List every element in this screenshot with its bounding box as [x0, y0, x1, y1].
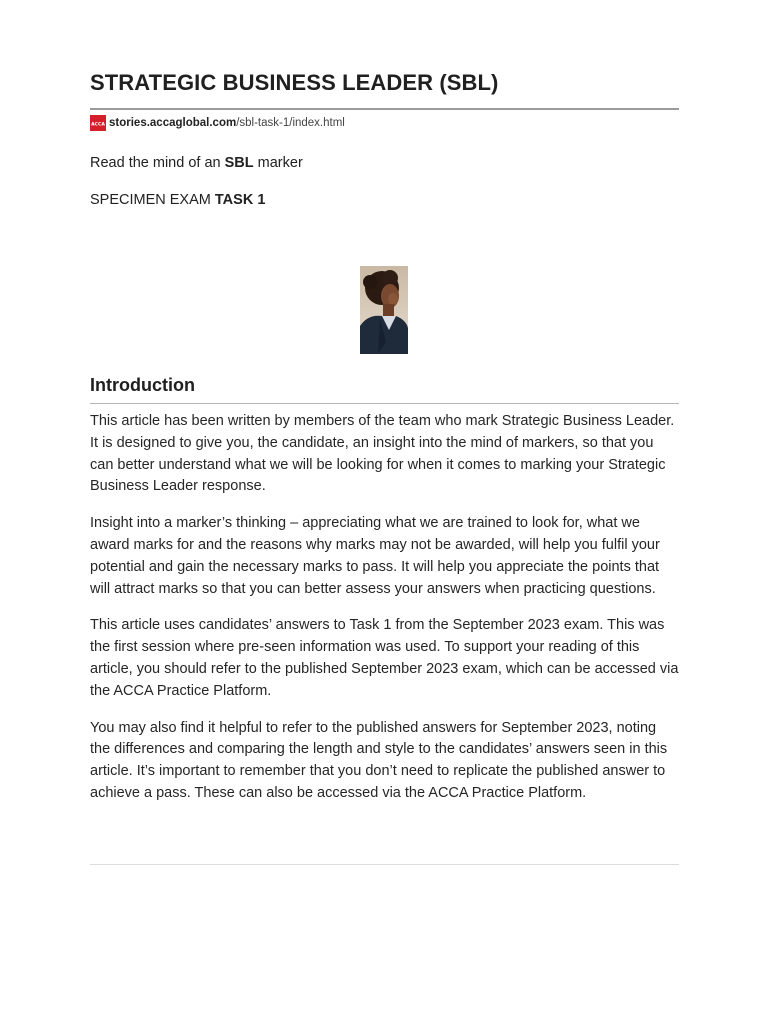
page-title: STRATEGIC BUSINESS LEADER (SBL): [90, 70, 499, 95]
intro-line: Read the mind of an SBL marker: [90, 155, 303, 171]
bottom-divider: [90, 864, 679, 865]
section-heading: Introduction: [90, 375, 195, 395]
source-domain[interactable]: stories.accaglobal.com: [109, 117, 237, 129]
paragraph: This article uses candidates’ answers to Task 1 from the September 2023 exam. This was the first session where pre-seen information was used. To support your reading of this article, you should refer to the published September 2023 exam, which can be accessed via the ACCA Practice Platform.: [90, 617, 679, 699]
paragraph: This article has been written by members of the team who mark Strategic Business Leader. It is designed to give you, the candidate, an insight into the mind of markers, so that you can better understand what we will be looking for when it comes to marking your Strategic Business Leader response.: [90, 413, 675, 495]
source-link[interactable]: [90, 115, 345, 131]
paragraph: You may also find it helpful to refer to the published answers for September 2023, noting the differences and comparing the length and style to the candidates’ answers seen in this article. It’s important to remember that you don’t need to replicate the published answer to achieve a pass. These can also be accessed via the ACCA Practice Platform.: [90, 719, 668, 801]
title-divider: [90, 108, 679, 110]
section-divider: [90, 403, 679, 404]
exam-line: SPECIMEN EXAM TASK 1: [90, 192, 266, 208]
article-body: [90, 411, 679, 820]
intro-emphasis: SBL: [224, 155, 254, 171]
acca-logo-icon: [90, 115, 106, 131]
paragraph: Insight into a marker’s thinking – appreciating what we are trained to look for, what we award marks for and the reasons why marks may not be awarded, will help you fulfil your potential and gain the necessary marks to pass. It will help you appreciate the points that will attract marks so that you can better assess your answers when practicing questions.: [90, 515, 660, 597]
svg-text:ACCA: ACCA: [91, 122, 105, 128]
exam-emphasis: TASK 1: [214, 192, 266, 208]
portrait-photo: [360, 266, 408, 354]
source-path[interactable]: /sbl-task-1/index.html: [236, 117, 345, 129]
